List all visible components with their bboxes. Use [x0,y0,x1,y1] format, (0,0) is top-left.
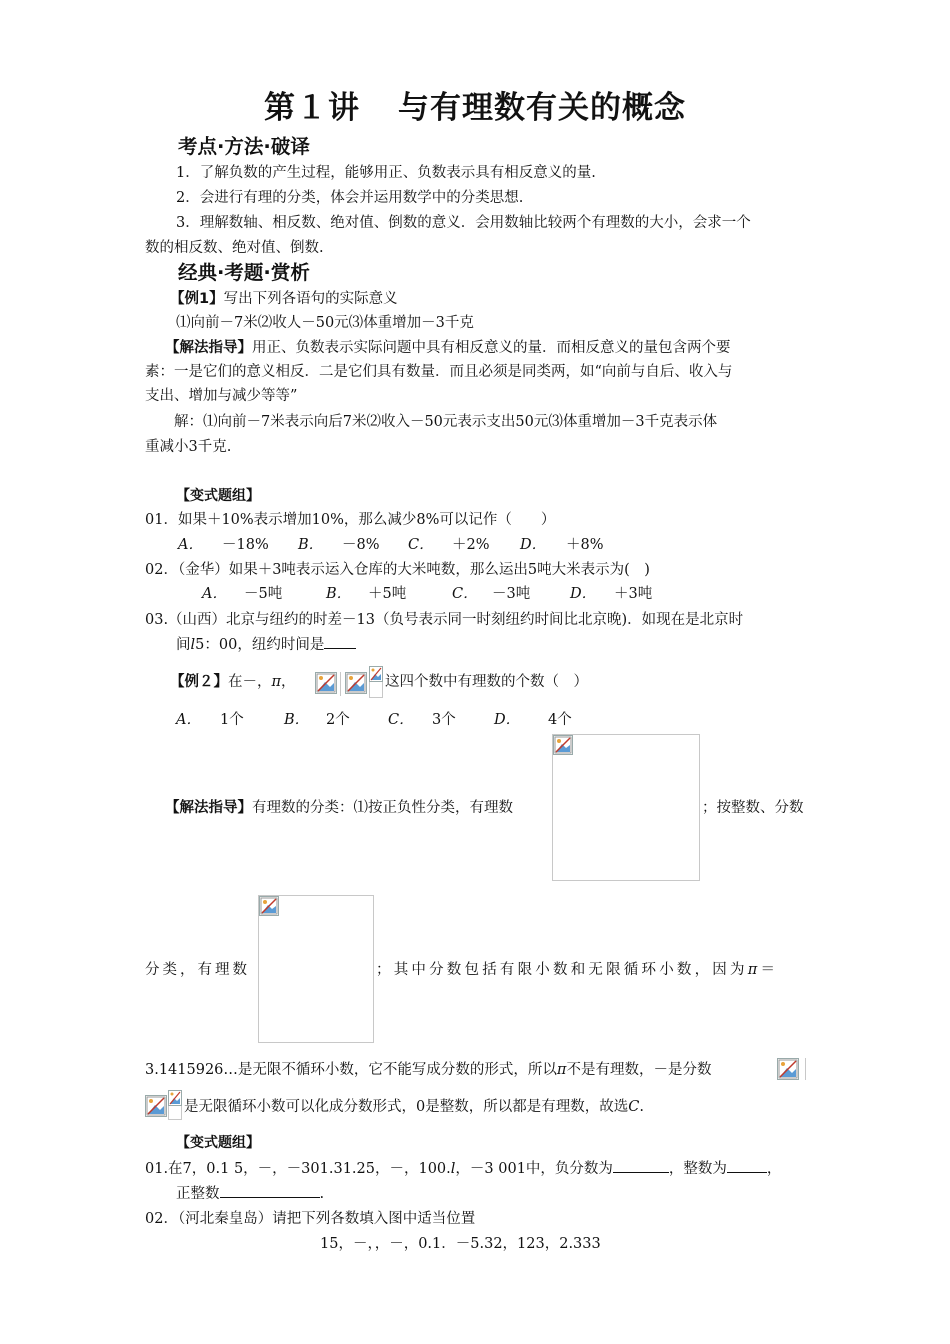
broken-image-icon [259,896,279,916]
key-point-2: 2．会进行有理的分类，体会并运用数学中的分类思想. [176,190,524,206]
example-1-solution-line-2: 重减小3千克. [145,439,232,455]
example-2-question-end: 这四个数中有理数的个数（ ） [385,674,588,690]
option-b: B． [298,537,324,553]
section-heading-key-points: 考点·方法·破译 [178,135,310,158]
key-point-1: 1．了解负数的产生过程，能够用正、负数表示具有相反意义的量. [176,165,596,181]
variant-1-question-3-cont: 间l5：00，纽约时间是 [176,634,356,655]
option-a: A． [178,537,203,553]
option-c-value: 3个 [432,712,456,728]
option-b-value: －8% [342,537,380,553]
example-2-guide-cont: ；按整数、分数 [702,800,804,816]
variant-1-question-2: 02．（金华）如果＋3吨表示运入仓库的大米吨数，那么运出5吨大米表示为( ) [145,562,650,578]
classification-diagram-placeholder [552,734,700,881]
negative-fraction-blank[interactable] [613,1158,669,1173]
positive-integer-blank[interactable] [220,1183,320,1198]
variant-2-question-1-cont: 正整数 . [176,1183,324,1204]
lecture-topic: 与有理数有关的概念 [398,90,686,126]
option-c-value: －3吨 [492,586,531,602]
example-1-guide: 【解法指导】用正、负数表示实际问题中具有相反意义的量．而相反意义的量包含两个要 [165,340,731,356]
answer-blank[interactable] [324,634,356,649]
example-1-label: 【例1】 [170,291,224,307]
variant-1-question-3: 03.（山西）北京与纽约的时差－13（负号表示同一时刻纽约时间比北京晚)．如现在是北京时 [145,612,744,628]
integer-blank[interactable] [727,1158,767,1173]
example-2-guide-line-4: 是无限循环小数可以化成分数形式，0是整数，所以都是有理数，故选C. [184,1099,644,1115]
image-frame-edge [805,1058,806,1080]
example-2-guide-start: 【解法指导】有理数的分类：⑴按正负性分类，有理数 [165,800,513,816]
guide-label: 【解法指导】 [165,800,252,816]
option-a: A． [176,712,201,728]
option-a: A． [202,586,227,602]
broken-image-icon [145,1095,167,1117]
option-b: B． [284,712,310,728]
option-d-value: ＋3吨 [614,586,653,602]
key-point-3-cont: 数的相反数、绝对值、倒数. [145,240,324,256]
example-1-guide-line-3: 支出、增加与减少等等” [145,388,298,404]
broken-image-icon [777,1058,799,1080]
variant-group-heading-2: 【变式题组】 [176,1135,260,1151]
broken-image-icon [553,735,573,755]
option-d: D． [520,537,547,553]
option-c: C． [388,712,414,728]
variant-2-question-2: 02．（河北秦皇岛）请把下列各数填入图中适当位置 [145,1211,476,1227]
broken-image-icon [345,672,367,694]
variant-1-question-1: 01．如果＋10%表示增加10%，那么减少8%可以记作（ ） [145,512,556,528]
example-2-guide-line-2a: 分类，有理数 [145,962,250,978]
classification-diagram-placeholder [258,895,374,1043]
option-a-value: 1个 [220,712,244,728]
lecture-number: 第１讲 [264,90,360,126]
option-c-value: ＋2% [452,537,490,553]
example-1-solution-line-1: 解：⑴向前－7米表示向后7米⑵收入－50元表示支出50元⑶体重增加－3千克表示体 [174,414,718,430]
variant-2-number-list: 15，－，，－，0.1．－5.32，123，2.333 [320,1236,601,1252]
example-1-items: ⑴向前－7米⑵收人－50元⑶体重增加－3千克 [176,315,474,331]
option-a-value: －18% [222,537,269,553]
example-1-question: 【例1】写出下列各语句的实际意义 [170,291,398,307]
example-2-label: 【例２】 [170,674,228,690]
option-d-value: 4个 [548,712,572,728]
variant-2-question-1: 01.在7，0.1 5，－，－301.31.25，－，100.l，－3 001中，负分数为 ，整数为 ， [145,1158,781,1179]
example-2-guide-line-2b: ；其中分数包括有限小数和无限循环小数，因为π＝ [376,962,779,978]
example-1-guide-line-2: 素：一是它们的意义相反．二是它们具有数量．而且必须是同类两，如“向前与自后、收入与 [145,364,733,380]
broken-image-icon [315,672,337,694]
guide-label: 【解法指导】 [165,340,252,356]
option-d: D． [570,586,597,602]
variant-group-heading-1: 【变式题组】 [176,488,260,504]
example-2-question-start: 【例２】在－，π， [170,674,296,690]
image-frame-edge [340,672,341,696]
option-d-value: ＋8% [566,537,604,553]
broken-image-icon [168,1090,182,1106]
example-2-guide-line-3: 3.1415926…是无限不循环小数，它不能写成分数的形式，所以π不是有理数，－是分数 [145,1062,712,1078]
page-title [0,88,950,128]
option-a-value: －5吨 [244,586,283,602]
option-d: D． [494,712,521,728]
broken-image-icon [369,666,383,682]
option-b-value: ＋5吨 [368,586,407,602]
option-b: B． [326,586,352,602]
key-point-3: 3．理解数轴、相反数、绝对值、倒数的意义．会用数轴比较两个有理数的大小，会求一个 [176,215,751,231]
option-c: C． [452,586,478,602]
option-c: C． [408,537,434,553]
section-heading-classic-problems: 经典·考题·赏析 [178,261,310,284]
option-b-value: 2个 [326,712,350,728]
